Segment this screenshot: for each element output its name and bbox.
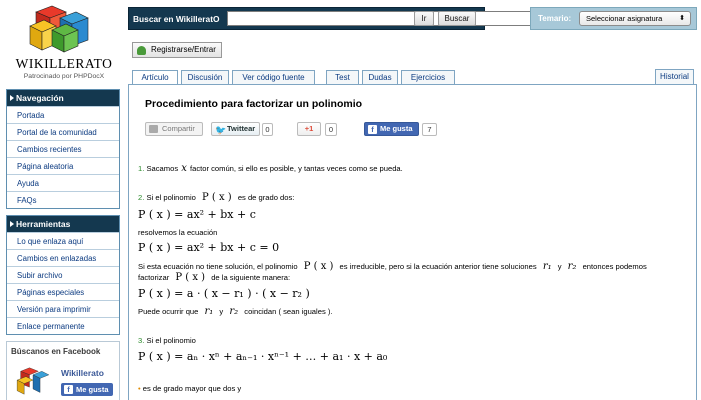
wikillerato-logo[interactable] <box>22 4 102 54</box>
facebook-page-logo[interactable] <box>15 366 51 396</box>
facebook-box <box>6 341 120 400</box>
step-2-text-a: Si el polinomio <box>146 193 196 202</box>
tab-test[interactable]: Test <box>326 70 359 85</box>
twitter-icon: 🐦 <box>215 125 227 135</box>
step-2-number: 2. <box>138 193 145 202</box>
paragraph-3-r2: r₂ <box>229 306 239 317</box>
paragraph-1-text-c: entonces podemos <box>582 262 647 271</box>
article-title: Procedimiento para factorizar un polinomio <box>145 98 363 110</box>
tools-box <box>6 215 120 335</box>
temario-bar <box>530 7 697 30</box>
search-input[interactable] <box>227 11 540 26</box>
fb-like-label: Me gusta <box>380 124 413 133</box>
step-1-text-b: factor común, si ello es posible, y tantas veces como se pueda. <box>190 164 403 173</box>
gplus-button[interactable] <box>297 122 321 136</box>
paragraph-3-text-b: coincidan ( sean iguales ). <box>244 307 333 316</box>
user-icon <box>137 46 146 55</box>
register-login-button[interactable] <box>132 42 222 58</box>
step-2-text-b: es de grado dos: <box>237 193 295 202</box>
site-name: WIKILLERATO <box>15 56 113 71</box>
facebook-page-name[interactable]: Wikillerato <box>61 368 104 378</box>
paragraph-3 <box>138 306 333 317</box>
tab-ejercicios[interactable]: Ejercicios <box>401 70 455 85</box>
step-1 <box>138 163 403 174</box>
step-3 <box>138 336 196 345</box>
nav-item-cambios[interactable]: Cambios recientes <box>7 140 119 157</box>
tools-item-enlaza[interactable]: Lo que enlaza aquí <box>7 232 119 249</box>
equation-3: P ( x ) = a · ( x − r₁ ) · ( x − r₂ ) <box>138 287 310 300</box>
paragraph-2 <box>138 272 290 283</box>
nav-item-portada[interactable]: Portada <box>7 106 119 123</box>
step-2 <box>138 192 294 203</box>
step-1-number: 1. <box>138 164 145 173</box>
subject-select-value: Seleccionar asignatura <box>586 14 663 23</box>
equation-2: P ( x ) = ax² + bx + c = 0 <box>138 241 280 254</box>
paragraph-3-text-a: Puede ocurrir que <box>138 307 199 316</box>
tools-title: Herramientas <box>7 216 119 232</box>
tab-articulo[interactable]: Artículo <box>132 70 178 86</box>
temario-label: Temario: <box>538 14 572 23</box>
paragraph-1-polynomial: P ( x ) <box>303 261 334 272</box>
gplus-count: 0 <box>325 123 337 136</box>
paragraph-1-text-a: Si esta ecuación no tiene solución, el polinomio <box>138 262 298 271</box>
share-button[interactable] <box>145 122 203 136</box>
step-1-text-a: Sacamos <box>146 164 179 173</box>
tools-item-permanente[interactable]: Enlace permanente <box>7 317 119 334</box>
paragraph-3-r1: r₁ <box>204 306 214 317</box>
search-button[interactable]: Buscar <box>438 11 476 26</box>
paragraph-1-text-b: es irreducible, pero si la ecuación anterior tiene soluciones <box>339 262 537 271</box>
paragraph-2-text-a: factorizar <box>138 273 170 282</box>
search-label: Buscar en WikilleratO <box>133 14 220 24</box>
tab-historial[interactable]: Historial <box>655 69 694 84</box>
gplus-label: +1 <box>304 124 314 133</box>
nav-item-ayuda[interactable]: Ayuda <box>7 174 119 191</box>
facebook-title: Búscanos en Facebook <box>11 347 101 356</box>
navigation-box <box>6 89 120 209</box>
resolve-text: resolvemos la ecuación <box>138 228 218 237</box>
root-r2: r₂ <box>567 261 577 272</box>
tab-dudas[interactable]: Dudas <box>362 70 398 85</box>
paragraph-3-and: y <box>219 307 224 316</box>
tools-item-enlazadas[interactable]: Cambios en enlazadas <box>7 249 119 266</box>
and-word: y <box>557 262 562 271</box>
share-label: Compartir <box>162 124 195 133</box>
nav-item-aleatoria[interactable]: Página aleatoria <box>7 157 119 174</box>
root-r1: r₁ <box>542 261 552 272</box>
equation-4: P ( x ) = aₙ · xⁿ + aₙ₋₁ · xⁿ⁻¹ + … + a₁ · x + a₀ <box>138 350 388 363</box>
facebook-icon: f <box>64 385 73 394</box>
tweet-count: 0 <box>262 123 273 136</box>
paragraph-2-text-b: de la siguiente manera: <box>211 273 291 282</box>
fb-like-button[interactable] <box>364 122 419 136</box>
step-3-text-a: Si el polinomio <box>146 336 196 345</box>
share-icon <box>149 125 158 133</box>
facebook-icon: f <box>368 125 377 134</box>
bullet-marker: • <box>138 384 141 393</box>
site-subtitle: Patrocinado por PHPDocX <box>23 73 105 80</box>
tools-item-imprimir[interactable]: Versión para imprimir <box>7 300 119 317</box>
bullet-1 <box>138 384 241 393</box>
tab-ver-codigo[interactable]: Ver código fuente <box>232 70 315 85</box>
register-login-label: Registrarse/Entrar <box>151 45 216 54</box>
paragraph-1 <box>138 261 647 272</box>
step-2-polynomial: P ( x ) <box>201 192 232 203</box>
nav-item-portal[interactable]: Portal de la comunidad <box>7 123 119 140</box>
bullet-1-text: es de grado mayor que dos y <box>142 384 242 393</box>
tab-discusion[interactable]: Discusión <box>181 70 229 85</box>
tools-item-especiales[interactable]: Páginas especiales <box>7 283 119 300</box>
tools-item-subir[interactable]: Subir archivo <box>7 266 119 283</box>
nav-item-faqs[interactable]: FAQs <box>7 191 119 208</box>
paragraph-2-polynomial: P ( x ) <box>175 272 206 283</box>
tweet-label: Twittear <box>227 124 256 133</box>
go-button[interactable]: Ir <box>414 11 434 26</box>
navigation-title: Navegación <box>7 90 119 106</box>
tweet-button[interactable] <box>211 122 260 136</box>
facebook-like-button[interactable] <box>61 383 113 396</box>
fb-like-count: 7 <box>422 123 437 136</box>
step-3-number: 3. <box>138 336 145 345</box>
step-1-variable: x <box>181 163 187 174</box>
equation-1: P ( x ) = ax² + bx + c <box>138 208 256 221</box>
select-arrows-icon: ⬍ <box>679 15 685 22</box>
subject-select[interactable] <box>579 11 691 26</box>
facebook-like-label: Me gusta <box>76 385 109 394</box>
